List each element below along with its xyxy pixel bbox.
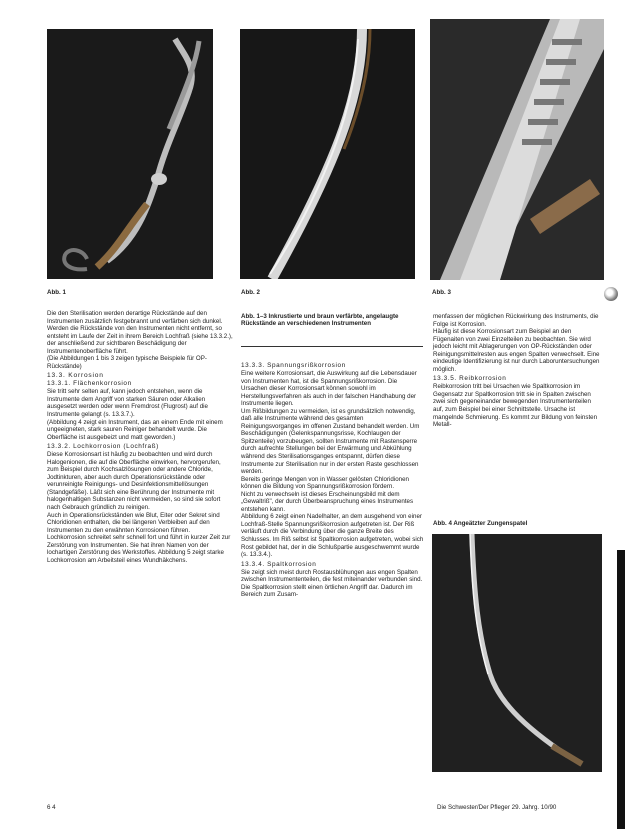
- figure-2-label: Abb. 2: [241, 289, 260, 296]
- figure-4-photo: [432, 534, 602, 772]
- paragraph: Diese Korrosionsart ist häufig zu beobachten und wird durch Halogenionen, die auf die Oberfläche einwirken, hervorgerufen, zum Beispiel durch Kochsalzlösungen oder andere Chloride, Jodtinkturen, aber auch durch Operationsrückstände oder verunreinigte Reinigungs- und Desinfektionsmittellösungen (Standgefäße). Läßt sich eine Berührung der Instrumente mit halogenhaltigen Substanzen nicht vermeiden, so sind sie sofort nach Gebrauch gründlich zu reinigen.: [47, 451, 221, 512]
- subsection-heading: 13.3.5. Reibkorrosion: [433, 375, 507, 383]
- text-column-2: [241, 362, 425, 599]
- paragraph: Werden die Rückstände von den Instrumenten nicht entfernt, so entsteht im Laufe der Zeit in ihrem Bereich Lochfraß (siehe 13.3.2.), der anschließend zur sichtbaren Beschädigung der Instrumentenoberfläche führt.: [47, 325, 233, 355]
- figure-4-label: Abb. 4 Angeätzter Zungenspatel: [433, 520, 528, 527]
- paragraph: Bereits geringe Mengen von in Wasser gelösten Chloridionen können die Bildung von Spannungsrißkorrosion fördern.: [241, 475, 409, 491]
- figure-3-label: Abb. 3: [432, 289, 451, 296]
- paragraph: (Die Abbildungen 1 bis 3 zeigen typische Beispiele für OP-Rückstände): [47, 355, 207, 370]
- subsection-heading: 13.3.4. Spaltkorrosion: [241, 560, 317, 568]
- section-heading: 13.3. Korrosion: [47, 372, 104, 380]
- margin-mark: [604, 287, 618, 301]
- subsection-heading: 13.3.2. Lochkorrosion (Lochfraß): [47, 443, 159, 451]
- figure-3-photo: [430, 19, 604, 280]
- caption-rule: [241, 346, 423, 347]
- paragraph: Auch in Operationsrückständen wie Blut, Eiter oder Sekret sind Chloridionen enthalten, die bei längeren Verbleiben auf den Instrumenten zu den erwähnten Korrosionen führen.: [47, 511, 220, 534]
- paragraph: Lochkorrosion schreitet sehr schnell fort und führt in kurzer Zeit zur Zerstörung von Instrumenten. Sie hat ihren Namen von der lochartigen Zerstörung des Werkstoffes. Abbildung 5 zeigt starke Lochkorrosion am Arbeitsteil eines Wundhäkchens.: [47, 534, 231, 564]
- paragraph: Sie tritt sehr selten auf, kann jedoch entstehen, wenn die Instrumente dem Angriff von starken Säuren oder Alkalien ausgesetzt werden oder wenn Fremdrost (Flugrost) auf die Instrumente gelangt (s. 13.3.7.).: [47, 388, 208, 419]
- subsection-heading: 13.3.3. Spannungsrißkorrosion: [241, 362, 346, 369]
- paragraph: Die den Sterilisation werden derartige Rückstände auf den Instrumenten zusätzlich festgebrannt und verfärben sich dunkel.: [47, 310, 223, 325]
- figure-1-label: Abb. 1: [47, 289, 66, 296]
- paragraph: Sie zeigt sich meist durch Rostausblühungen aus engen Spalten zwischen Instrumententeilen, die fest miteinander verbunden sind.: [241, 568, 423, 584]
- paragraph: Abbildung 6 zeigt einen Nadelhalter, an dem ausgehend von einer Lochfraß-Stelle Spannungsrißkorrosion aufgetreten ist. Der Riß verläuft durch die Verbindung über die ganze Breite des Schlusses. Im Riß selbst ist Spaltkorrosion aufgetreten, wobei sich Rost gebildet hat, der in die Schlußpartie ausgeschwemmt wurde (s. 13.3.4.).: [241, 513, 424, 559]
- page-number: 6 4: [47, 804, 56, 811]
- paragraph: Eine weitere Korrosionsart, die Auswirkung auf die Lebensdauer von Instrumenten hat, ist die Spannungsrißkorrosion. Die Ursachen dieser Korrosionsart können sowohl im Herstellungsverfahren als auch in der falschen Handhabung der Instrumente liegen.: [241, 370, 417, 408]
- figure-2-photo: [240, 29, 415, 279]
- paragraph: Die Spaltkorrosion stellt einen örtlichen Angriff dar. Dadurch im Bereich zum Zusam-: [241, 583, 413, 599]
- text-column-3: [433, 313, 601, 429]
- paragraph: Um Rißbildungen zu vermeiden, ist es grundsätzlich notwendig, daß alle Instrumente während des gesamten Reinigungsvorganges im offenen Zustand behandelt werden. Um Beschädigungen (Gelenkspannungsrisse, Kochlaugen der Spitzenteile) vorzubeugen, sollten Instrumente mit Rastensperre durch aufrechte Stellungen bei der Erwärmung und Abkühlung während des Sterilisationsganges entspannt, dürfen diese Instrumente zur Sterilisation nur in der ersten Raste geschlossen werden.: [241, 407, 420, 476]
- page-edge-shadow: [617, 550, 625, 829]
- figures-1-3-caption: Abb. 1–3 Inkrustierte und braun verfärbte, angelaugte Rückstände an verschiedenen Instrumenten: [241, 313, 399, 328]
- text-column-1: [47, 310, 233, 564]
- paragraph: Reibkorrosion tritt bei Ursachen wie Spaltkorrosion im Gegensatz zur Spaltkorrosion tritt sie in Spalten zwischen zwei sich gegeneinander bewegenden Instrumententeilen auf, zum Beispiel bei einer Schnittstelle. Ursache ist mangelnde Schmierung. Es kommt zur Bildung von feinsten Metall-: [433, 383, 598, 429]
- journal-footer: Die Schwester/Der Pfleger 29. Jahrg. 10/90: [437, 804, 557, 811]
- paragraph: Häufig ist diese Korrosionsart zum Beispiel an den Fügenaiten von zwei Einzelteilen zu beobachten. Sie wird jedoch leicht mit Ablagerungen von OP-Rückständen oder Reinigungsmittelresten aus engen Spalten verwechselt. Eine eindeutige Identifizierung ist nur durch Laboruntersuchungen möglich.: [433, 328, 600, 373]
- paragraph: Nicht zu verwechseln ist dieses Erscheinungsbild mit dem „Gewaltriß", der durch Überbeanspruchung eines Instrumentes entstehen kann.: [241, 490, 414, 513]
- subsection-heading: 13.3.1. Flächenkorrosion: [47, 380, 132, 388]
- paragraph: (Abbildung 4 zeigt ein Instrument, das an einem Ende mit einem ungeeigneten, stark sauren Reiniger behandelt wurde. Die Oberfläche ist ausgebeizt und matt geworden.): [47, 418, 223, 441]
- figure-1-photo: [47, 29, 213, 279]
- paragraph: menfassen der möglichen Rückwirkung des Instruments, die Folge ist Korrosion.: [433, 313, 599, 328]
